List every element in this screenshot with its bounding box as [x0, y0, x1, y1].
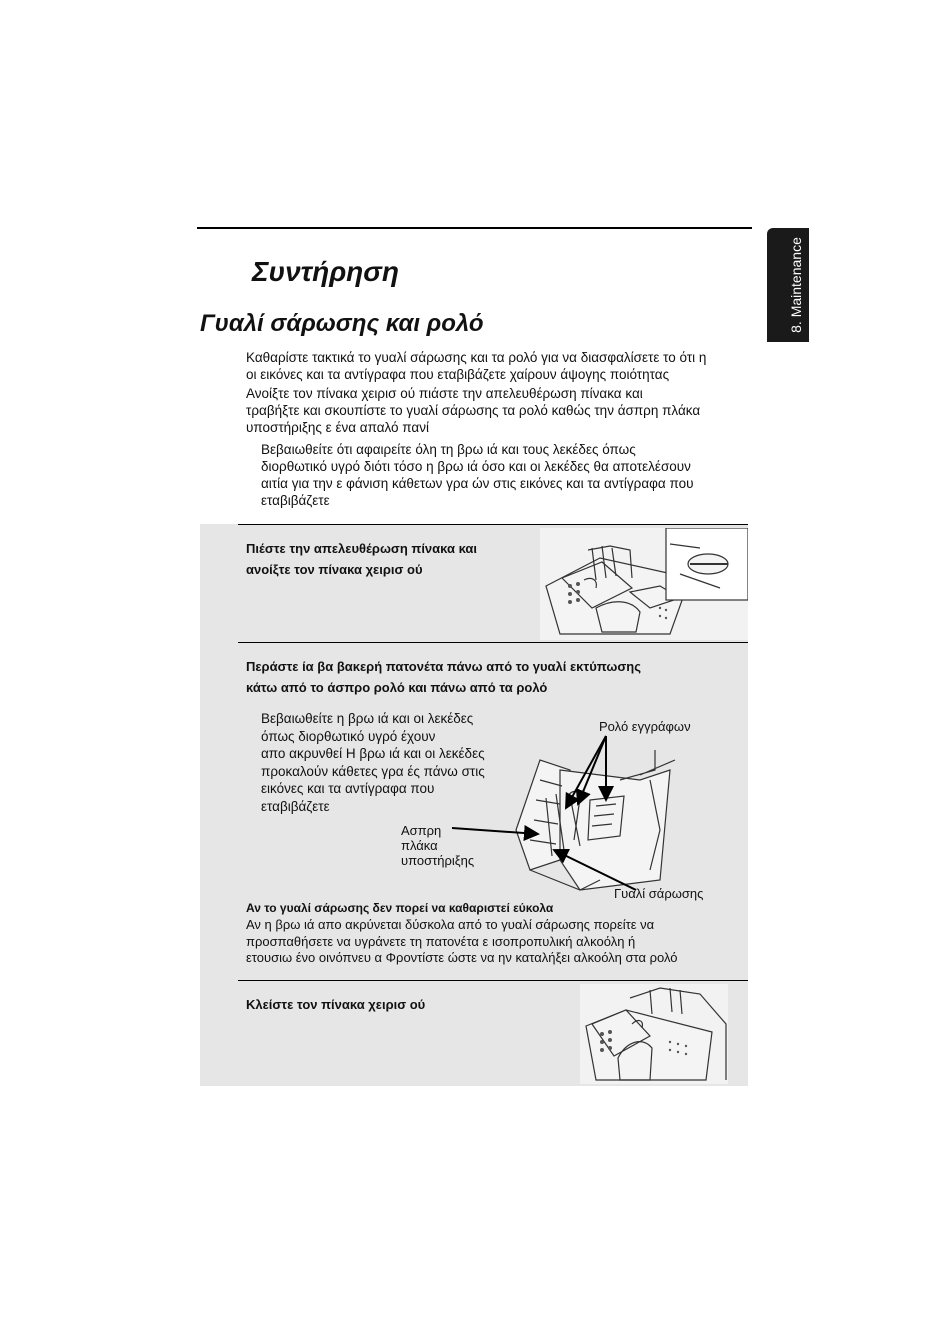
step-2-heading: Περάστε ία βα βακερή πατονέτα πάνω από το γυαλί εκτύπωσης κάτω από το άσπρο ρολό και πάνω από τα ρολό — [246, 659, 641, 695]
step-divider — [238, 642, 748, 643]
header-rule — [197, 227, 752, 229]
step-divider — [238, 980, 748, 981]
step-divider — [238, 524, 748, 525]
chapter-side-tab-label: 8. Maintenance — [788, 237, 804, 333]
callout-arrows — [440, 730, 740, 900]
cleaning-note: Βεβαιωθείτε ότι αφαιρείτε όλη τη βρω ιά και τους λεκέδες όπως διορθωτικό υγρό διότι τόσο η βρω ιά όσο και οι λεκέδες θα αποτελέσουν αιτία για την ε φάνιση κάθετων γρα ών στις εικόνες και τα αντίγραφα που εταβιβάζετε — [261, 442, 694, 508]
step-2-note: Βεβαιωθείτε η βρω ιά και οι λεκέδες όπως διορθωτικό υγρό έχουν απο ακρυνθεί Η βρω ιά και οι λεκέδες προκαλούν κάθετες γρα ές πάνω στις εικόνες και τα αντίγραφα που εταβιβάζετε — [261, 711, 485, 814]
open-panel-illustration — [540, 528, 748, 640]
intro-paragraph: Καθαρίστε τακτικά το γυαλί σάρωσης και τα ρολό για να διασφαλίσετε το ότι η οι εικόνες και τα αντίγραφα που εταβιβάζετε χαίρουν άψογης ποιότητας — [246, 350, 707, 382]
chapter-title: Συντήρηση — [252, 256, 399, 287]
white-plate-label: Ασπρη πλάκα υποστήριξης — [401, 823, 475, 868]
scan-glass-label: Γυαλί σάρωσης — [614, 886, 704, 901]
close-panel-illustration — [580, 984, 728, 1084]
step-1-heading: Πιέστε την απελευθέρωση πίνακα και ανοίξτε τον πίνακα χειρισ ού — [246, 541, 477, 577]
rollers-label: Ρολό εγγράφων — [599, 719, 691, 734]
tip-heading: Αν το γυαλί σάρωσης δεν πορεί να καθαριστεί εύκολα — [246, 901, 554, 915]
tip-text: Αν η βρω ιά απο ακρύνεται δύσκολα από το γυαλί σάρωσης πορείτε να προσπαθήσετε να υγράνετε τη πατονέτα ε ισοπροπυλική αλκοόλη ή ετουσιω ένο οινόπνευ α Φροντίστε ώστε να ην καταλήξει αλκοόλη στα ρολό — [246, 917, 678, 965]
open-instruction-paragraph: Ανοίξτε τον πίνακα χειρισ ού πιάστε την απελευθέρωση πίνακα και τραβήξτε και σκουπίστε το γυαλί σάρωσης τα ρολό καθώς την άσπρη πλάκα υποστήριξης ε ένα απαλό πανί — [246, 386, 701, 435]
step-3-heading: Κλείστε τον πίνακα χειρισ ού — [246, 997, 426, 1012]
chapter-side-tab — [767, 228, 809, 342]
section-title: Γυαλί σάρωσης και ρολό — [200, 310, 484, 337]
